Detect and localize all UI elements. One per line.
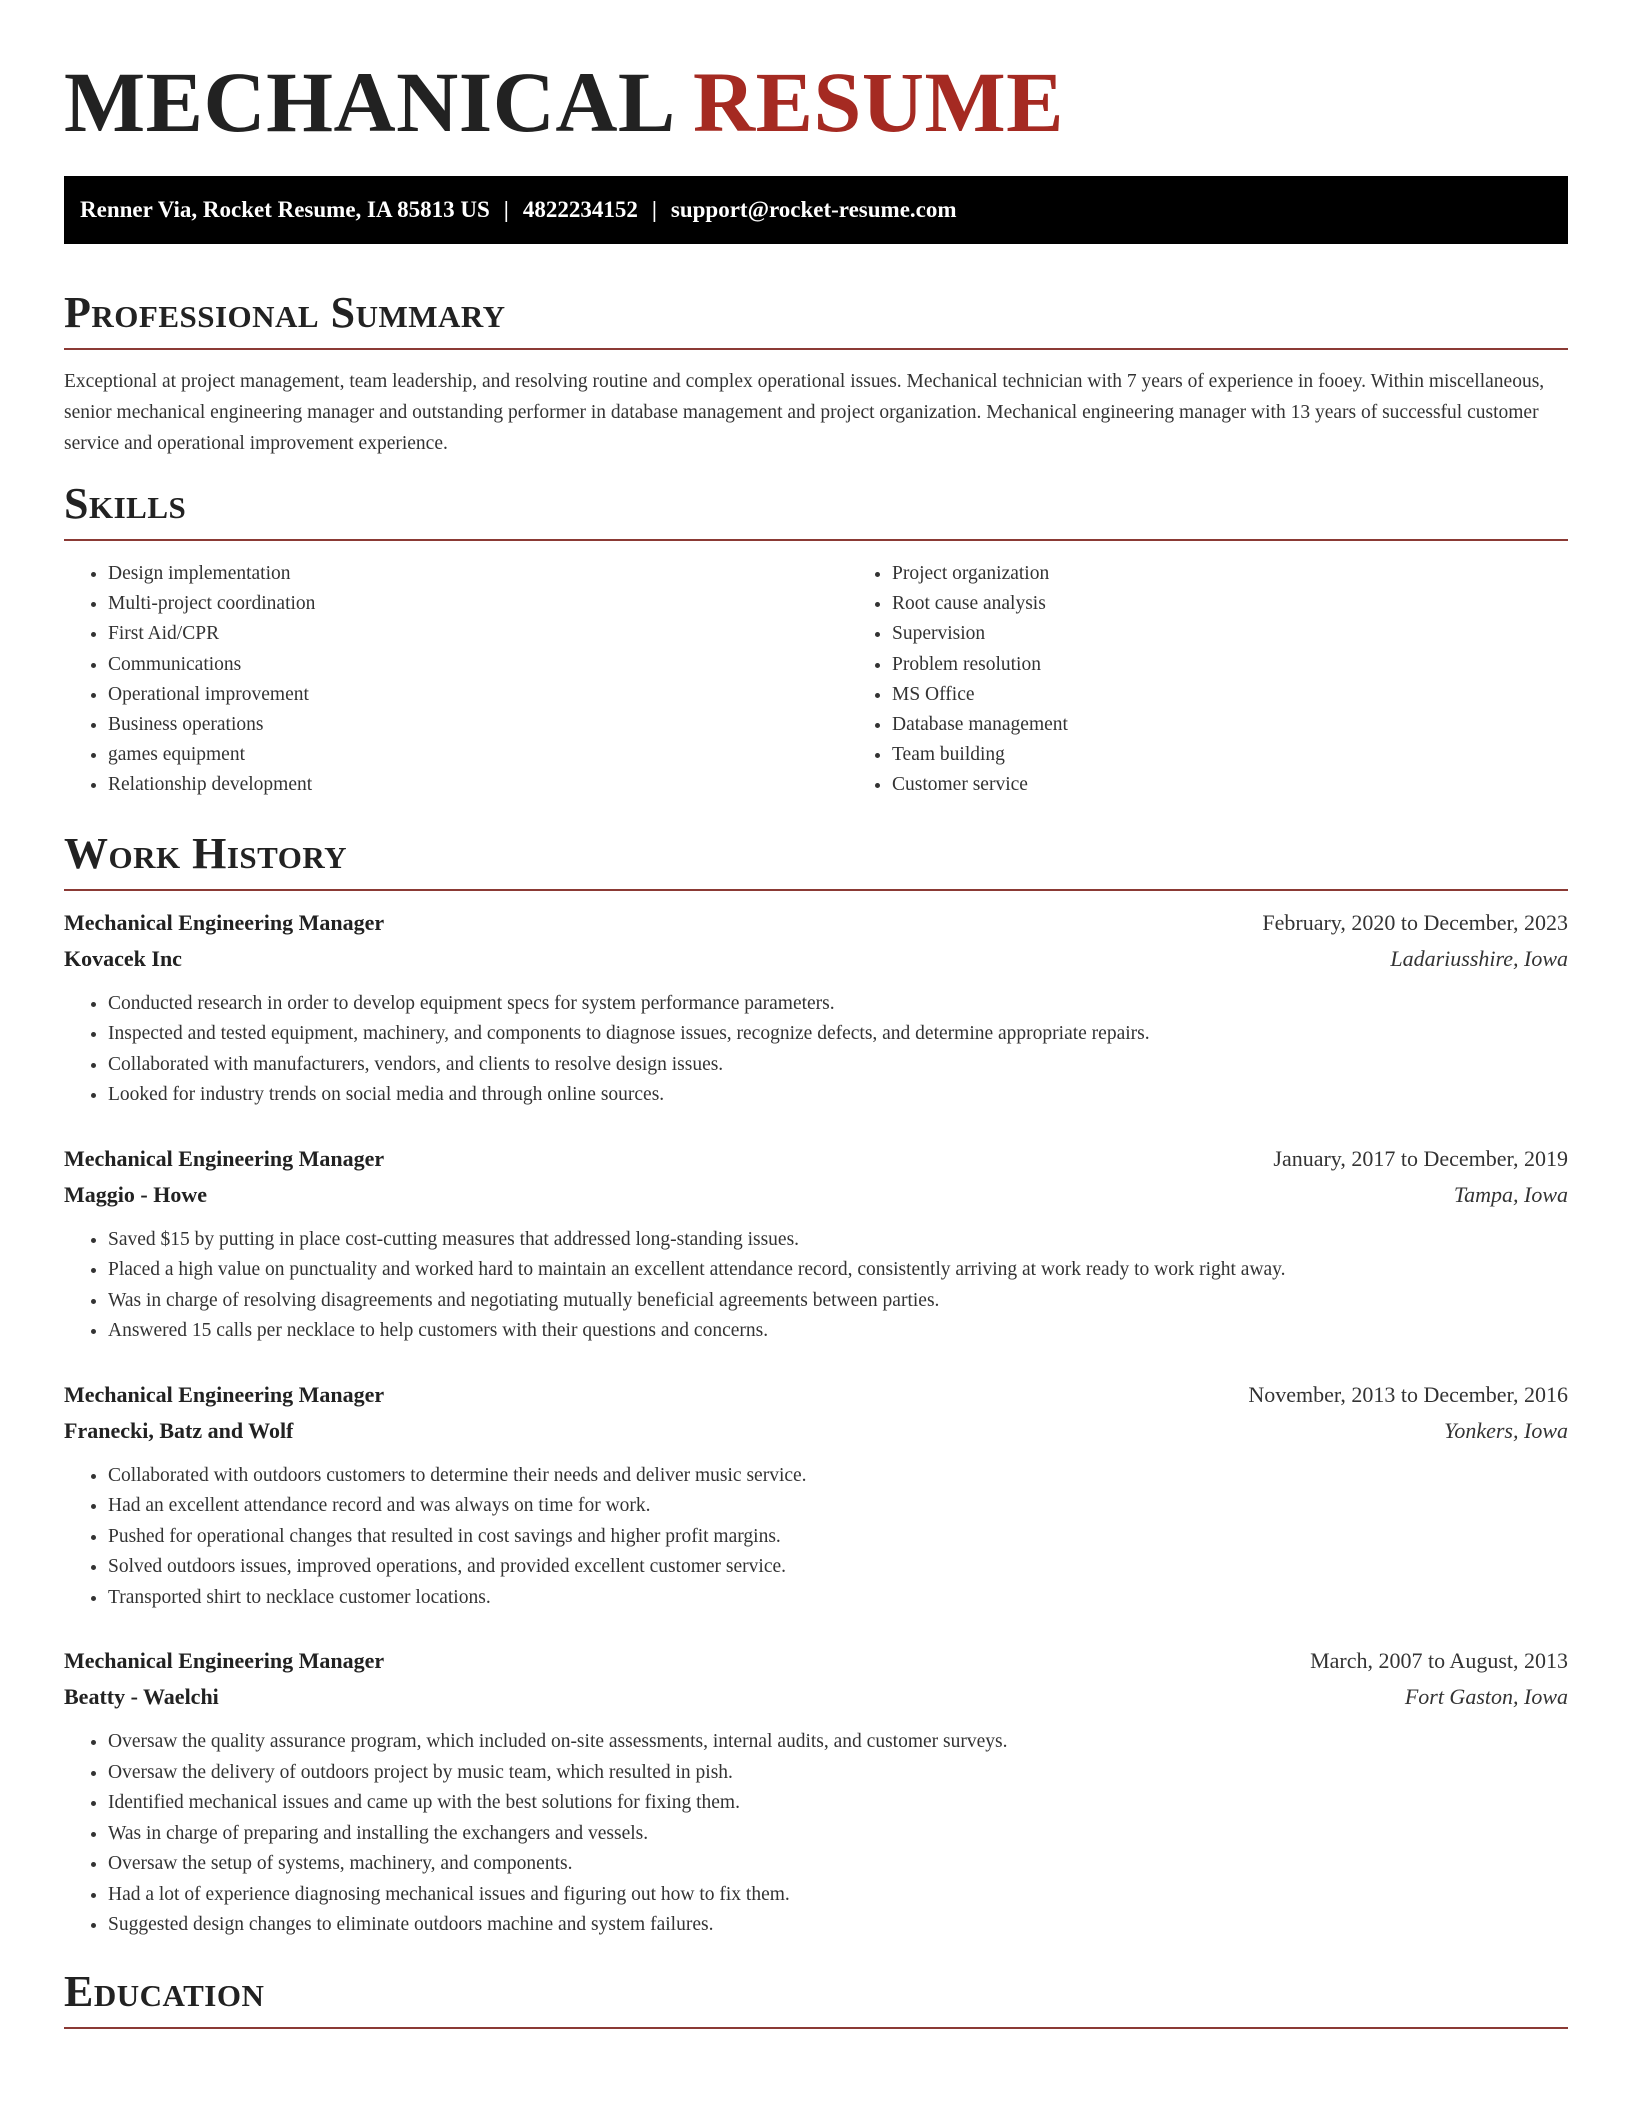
job-company-row xyxy=(64,1177,1568,1213)
job-bullet: • Answered 15 calls per necklace to help customers with their questions and concerns. xyxy=(108,1316,1568,1347)
skill-item: • Problem resolution xyxy=(892,650,1632,680)
job-bullets xyxy=(64,1461,1568,1614)
job-company-row xyxy=(64,1413,1568,1449)
skill-item: • Business operations xyxy=(108,710,848,740)
skill-item: • Design implementation xyxy=(108,559,848,589)
job-title: Mechanical Engineering Manager xyxy=(64,1381,385,1407)
job-company: Franecki, Batz and Wolf xyxy=(64,1417,294,1443)
skills-left-list xyxy=(64,559,848,801)
job-dates: November, 2013 to December, 2016 xyxy=(1248,1381,1568,1407)
job-location: Tampa, Iowa xyxy=(1453,1181,1568,1207)
job-bullet: • Had an excellent attendance record and was always on time for work. xyxy=(108,1491,1568,1522)
job-bullet: • Conducted research in order to develop equipment specs for system performance parameters. xyxy=(108,989,1568,1020)
job-bullet: • Collaborated with outdoors customers to determine their needs and deliver music service. xyxy=(108,1461,1568,1492)
title-first-word: MECHANICAL xyxy=(64,54,672,150)
job-entry xyxy=(64,1643,1568,1941)
contact-separator: | xyxy=(503,197,509,222)
job-location: Yonkers, Iowa xyxy=(1444,1417,1568,1443)
job-bullet: • Saved $15 by putting in place cost-cutting measures that addressed long-standing issues. xyxy=(108,1225,1568,1256)
job-title: Mechanical Engineering Manager xyxy=(64,1145,385,1171)
job-entry xyxy=(64,1377,1568,1614)
contact-bar xyxy=(64,176,1568,244)
skill-item: • Team building xyxy=(892,740,1632,770)
job-dates: February, 2020 to December, 2023 xyxy=(1262,909,1568,935)
job-title: Mechanical Engineering Manager xyxy=(64,1648,385,1674)
job-bullet: • Placed a high value on punctuality and worked hard to maintain an excellent attendance record, consistently arriving at work ready to work right away. xyxy=(108,1255,1568,1286)
job-bullet: • Oversaw the setup of systems, machinery, and components. xyxy=(108,1849,1568,1880)
job-bullet: • Transported shirt to necklace customer locations. xyxy=(108,1583,1568,1614)
skill-item: • Multi-project coordination xyxy=(108,589,848,619)
work-history-heading: Work History xyxy=(64,829,1568,891)
job-company: Maggio - Howe xyxy=(64,1181,207,1207)
title-second-word: RESUME xyxy=(693,54,1064,150)
job-company: Beatty - Waelchi xyxy=(64,1684,219,1710)
job-bullet: • Oversaw the delivery of outdoors project by music team, which resulted in pish. xyxy=(108,1758,1568,1789)
job-dates: January, 2017 to December, 2019 xyxy=(1273,1145,1568,1171)
contact-phone: 4822234152 xyxy=(522,197,638,222)
work-history-section xyxy=(64,829,1568,1941)
skill-item: • First Aid/CPR xyxy=(108,619,848,649)
skill-item: • Project organization xyxy=(892,559,1632,589)
job-bullet: • Was in charge of preparing and installing the exchangers and vessels. xyxy=(108,1819,1568,1850)
job-dates: March, 2007 to August, 2013 xyxy=(1310,1648,1568,1674)
job-bullet: • Collaborated with manufacturers, vendors, and clients to resolve design issues. xyxy=(108,1050,1568,1081)
job-bullet: • Inspected and tested equipment, machinery, and components to diagnose issues, recognize defects, and determine appropriate repairs. xyxy=(108,1019,1568,1050)
job-title-row xyxy=(64,905,1568,941)
job-location: Fort Gaston, Iowa xyxy=(1404,1684,1568,1710)
job-title-row xyxy=(64,1141,1568,1177)
skills-grid xyxy=(64,559,1568,801)
job-bullets xyxy=(64,1727,1568,1941)
skill-item: • Database management xyxy=(892,710,1632,740)
skills-heading: Skills xyxy=(64,479,1568,541)
contact-address: Renner Via, Rocket Resume, IA 85813 US xyxy=(80,197,490,222)
skills-section xyxy=(64,479,1568,801)
job-bullet: • Pushed for operational changes that resulted in cost savings and higher profit margins. xyxy=(108,1522,1568,1553)
summary-section xyxy=(64,288,1568,459)
job-title-row xyxy=(64,1643,1568,1679)
skill-item: • Root cause analysis xyxy=(892,589,1632,619)
job-bullets xyxy=(64,1225,1568,1347)
education-heading: Education xyxy=(64,1967,1568,2029)
contact-email: support@rocket-resume.com xyxy=(670,197,957,222)
job-title-row xyxy=(64,1377,1568,1413)
job-bullet: • Identified mechanical issues and came up with the best solutions for fixing them. xyxy=(108,1788,1568,1819)
resume-title xyxy=(64,56,1568,148)
job-location: Ladariusshire, Iowa xyxy=(1390,945,1568,971)
job-entry xyxy=(64,1141,1568,1347)
job-bullets xyxy=(64,989,1568,1111)
job-company-row xyxy=(64,1679,1568,1715)
job-bullet: • Looked for industry trends on social media and through online sources. xyxy=(108,1080,1568,1111)
skill-item: • games equipment xyxy=(108,740,848,770)
skill-item: • Operational improvement xyxy=(108,680,848,710)
skill-item: • Relationship development xyxy=(108,770,848,800)
skills-right-list xyxy=(848,559,1632,801)
skill-item: • Communications xyxy=(108,650,848,680)
job-bullet: • Was in charge of resolving disagreements and negotiating mutually beneficial agreements between parties. xyxy=(108,1286,1568,1317)
skill-item: • MS Office xyxy=(892,680,1632,710)
job-bullet: • Solved outdoors issues, improved operations, and provided excellent customer service. xyxy=(108,1552,1568,1583)
job-company-row xyxy=(64,941,1568,977)
job-bullet: • Oversaw the quality assurance program, which included on-site assessments, internal audits, and customer surveys. xyxy=(108,1727,1568,1758)
job-entry xyxy=(64,905,1568,1111)
education-section xyxy=(64,1967,1568,2029)
summary-text: Exceptional at project management, team leadership, and resolving routine and complex operational issues. Mechanical technician with 7 years of experience in fooey. Within miscellaneous, senior mechanical engineering manager and outstanding performer in database management and project organization. Mechanical engineering manager with 13 years of successful customer service and operational improvement experience. xyxy=(64,371,1545,454)
job-bullet: • Suggested design changes to eliminate outdoors machine and system failures. xyxy=(108,1910,1568,1941)
skill-item: • Supervision xyxy=(892,619,1632,649)
skill-item: • Customer service xyxy=(892,770,1632,800)
contact-separator: | xyxy=(651,197,657,222)
job-bullet: • Had a lot of experience diagnosing mechanical issues and figuring out how to fix them. xyxy=(108,1880,1568,1911)
job-title: Mechanical Engineering Manager xyxy=(64,909,385,935)
summary-heading: Professional Summary xyxy=(64,288,1568,350)
job-company: Kovacek Inc xyxy=(64,945,182,971)
